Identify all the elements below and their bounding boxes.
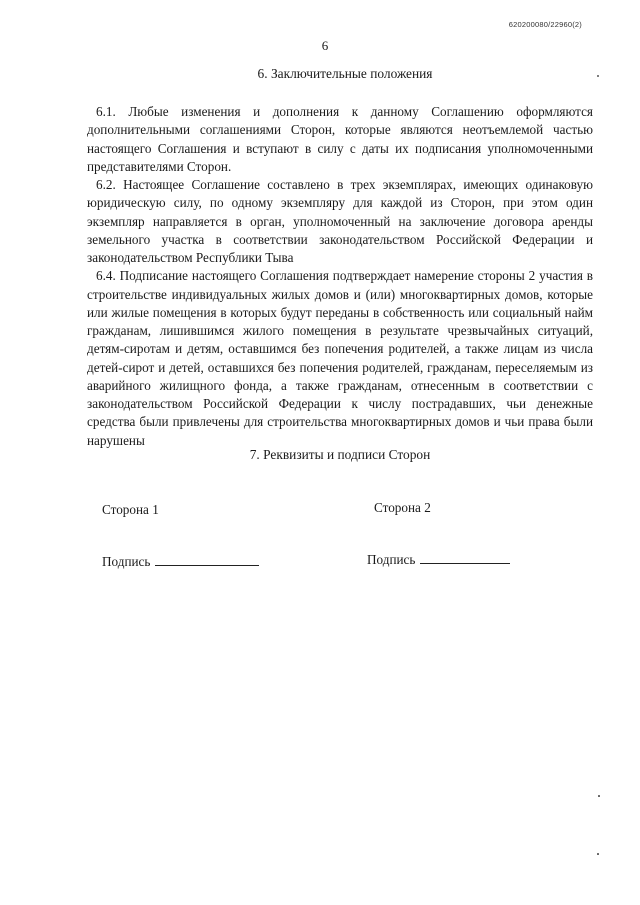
scan-speck — [597, 853, 599, 855]
section-6-body — [87, 103, 593, 450]
party-1-label: Сторона 1 — [102, 502, 159, 517]
section-6-title: 6. Заключительные положения — [257, 66, 433, 81]
paragraph-6-4: 6.4. Подписание настоящего Соглашения подтверждает намерение стороны 2 участия в строительстве индивидуальных жилых домов и (или) многоквартирных домов, которые или жилые помещения в которых будут переданы в собственность или социальный найм гражданам, лишившимся жилого помещения в результате чрезвычайных ситуаций, детям-сиротам и детям, оставшимся без попечения родителей, а также лицам из числа детей-сирот и детей, оставшихся без попечения родителей, гражданам, переселяемым из аварийного жилищного фонда, а также гражданам, отнесенным в соответствии с законодательством Российской Федерации к числу пострадавших, чьи денежные средства были привлечены для строительства многоквартирных домов и чьи права были нарушены — [87, 268, 593, 448]
scan-speck — [597, 75, 599, 77]
section-7-title: 7. Реквизиты и подписи Сторон — [249, 447, 431, 462]
scan-speck — [598, 795, 600, 797]
paragraph-6-1: 6.1. Любые изменения и дополнения к данному Соглашению оформляются дополнительными соглашениями Сторон, которые являются неотъемлемой частью настоящего Соглашения и вступают в силу с даты их подписания уполномоченными представителями Сторон. — [87, 104, 593, 174]
party-2-label: Сторона 2 — [374, 500, 431, 515]
signature-label: Подпись — [367, 552, 416, 567]
document-id: 620200080/22960(2) — [508, 20, 582, 29]
signature-line — [420, 552, 510, 564]
page-number: 6 — [321, 38, 329, 53]
signature-label: Подпись — [102, 554, 151, 569]
party-1-signature — [102, 554, 259, 570]
paragraph-6-2: 6.2. Настоящее Соглашение составлено в трех экземплярах, имеющих одинаковую юридическую силу, по одному экземпляру для каждой из Сторон, при этом один экземпляр направляется в орган, уполномоченный на заключение договора аренды земельного участка в соответствии законодательством Российской Федерации и законодательством Республики Тыва — [87, 177, 593, 265]
party-2-signature — [367, 552, 510, 568]
signature-line — [155, 554, 259, 566]
